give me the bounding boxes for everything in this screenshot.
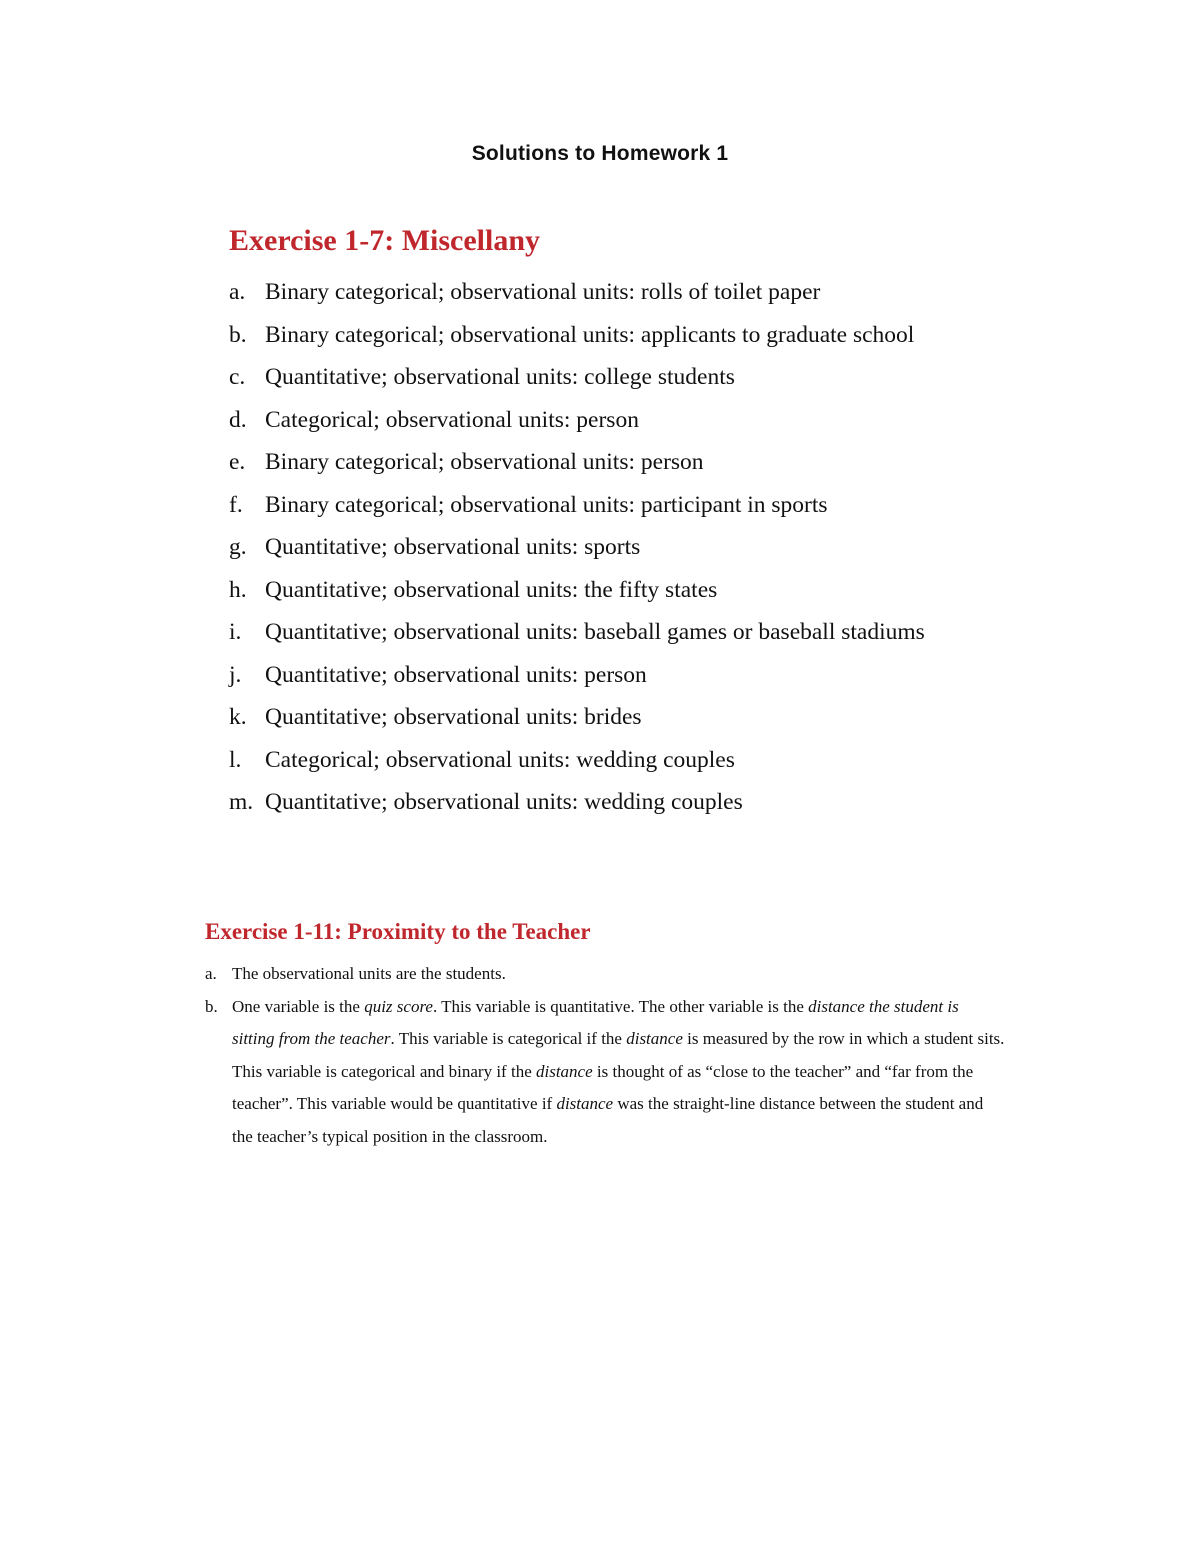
answer-item-d xyxy=(229,404,1129,447)
item-text: Quantitative; observational units: sports xyxy=(265,534,641,560)
variable-distance-from-teacher: distance the student is sitting from the teacher xyxy=(232,996,959,1048)
item-marker: b. xyxy=(229,321,247,348)
term-distance: distance xyxy=(556,1094,614,1113)
answer-item-a xyxy=(205,958,1005,991)
item-text: Quantitative; observational units: brides xyxy=(265,704,642,730)
exercise-1-11-heading: Exercise 1-11: Proximity to the Teacher xyxy=(205,919,591,944)
text-segment: One variable is the xyxy=(232,996,365,1016)
text-segment: is thought of as “close to the teacher” and “far from the teacher”. This variable would be quantitative if xyxy=(232,1061,974,1113)
item-text: Binary categorical; observational units: participant in sports xyxy=(265,491,828,518)
answer-item-c xyxy=(229,361,1129,404)
answer-item-f xyxy=(229,489,1129,532)
answer-item-b xyxy=(205,991,1005,1154)
item-text: Quantitative; observational units: wedding couples xyxy=(265,789,743,815)
item-text xyxy=(232,991,1005,1154)
item-marker: d. xyxy=(229,406,247,433)
item-marker: b. xyxy=(205,996,218,1016)
item-marker: h. xyxy=(229,576,247,603)
answer-item-j xyxy=(229,659,1129,702)
item-marker: k. xyxy=(229,704,247,730)
answer-item-a xyxy=(229,276,1129,319)
answer-item-l xyxy=(229,744,1129,787)
item-text: Binary categorical; observational units: applicants to graduate school xyxy=(265,321,915,348)
exercise-1-11-answer-list xyxy=(205,958,1005,1153)
variable-quiz-score: quiz score xyxy=(364,996,433,1016)
item-marker: l. xyxy=(229,746,242,773)
answer-item-h xyxy=(229,574,1129,617)
item-text: Quantitative; observational units: college students xyxy=(265,364,735,390)
item-marker: j. xyxy=(229,661,242,688)
term-distance: distance xyxy=(626,1029,683,1048)
term-distance: distance xyxy=(536,1061,593,1081)
item-marker: m. xyxy=(229,789,254,815)
answer-item-k xyxy=(229,701,1129,744)
item-marker: a. xyxy=(205,964,217,983)
text-segment: . This variable is quantitative. The other variable is the xyxy=(432,996,809,1016)
text-segment: . This variable is categorical if the xyxy=(390,1029,627,1048)
item-text: The observational units are the students. xyxy=(232,964,506,983)
item-marker: e. xyxy=(229,449,246,475)
answer-item-m xyxy=(229,786,1129,829)
answer-item-b xyxy=(229,319,1129,362)
item-text: Categorical; observational units: person xyxy=(265,406,639,433)
exercise-1-7-heading: Exercise 1-7: Miscellany xyxy=(229,224,541,257)
item-text: Categorical; observational units: wedding couples xyxy=(265,746,735,773)
text-segment: is measured by the row in which a student sits. This variable is categorical and binary if the xyxy=(232,1029,1005,1081)
item-marker: a. xyxy=(229,279,246,305)
item-text: Quantitative; observational units: person xyxy=(265,661,647,688)
answer-item-g xyxy=(229,531,1129,574)
answer-item-e xyxy=(229,446,1129,489)
page-title: Solutions to Homework 1 xyxy=(471,142,729,165)
item-text: Quantitative; observational units: the fifty states xyxy=(265,576,718,603)
answer-item-i xyxy=(229,616,1129,659)
item-marker: c. xyxy=(229,364,246,390)
item-marker: f. xyxy=(229,491,243,518)
exercise-1-7-answer-list xyxy=(229,276,1129,829)
item-text: Binary categorical; observational units: rolls of toilet paper xyxy=(265,279,821,305)
item-text: Quantitative; observational units: baseball games or baseball stadiums xyxy=(265,619,925,645)
item-marker: i. xyxy=(229,619,242,645)
item-marker: g. xyxy=(229,534,247,560)
item-text: Binary categorical; observational units: person xyxy=(265,449,704,475)
text-segment: was the straight-line distance between the student and the teacher’s typical position in the classroom. xyxy=(232,1094,984,1146)
